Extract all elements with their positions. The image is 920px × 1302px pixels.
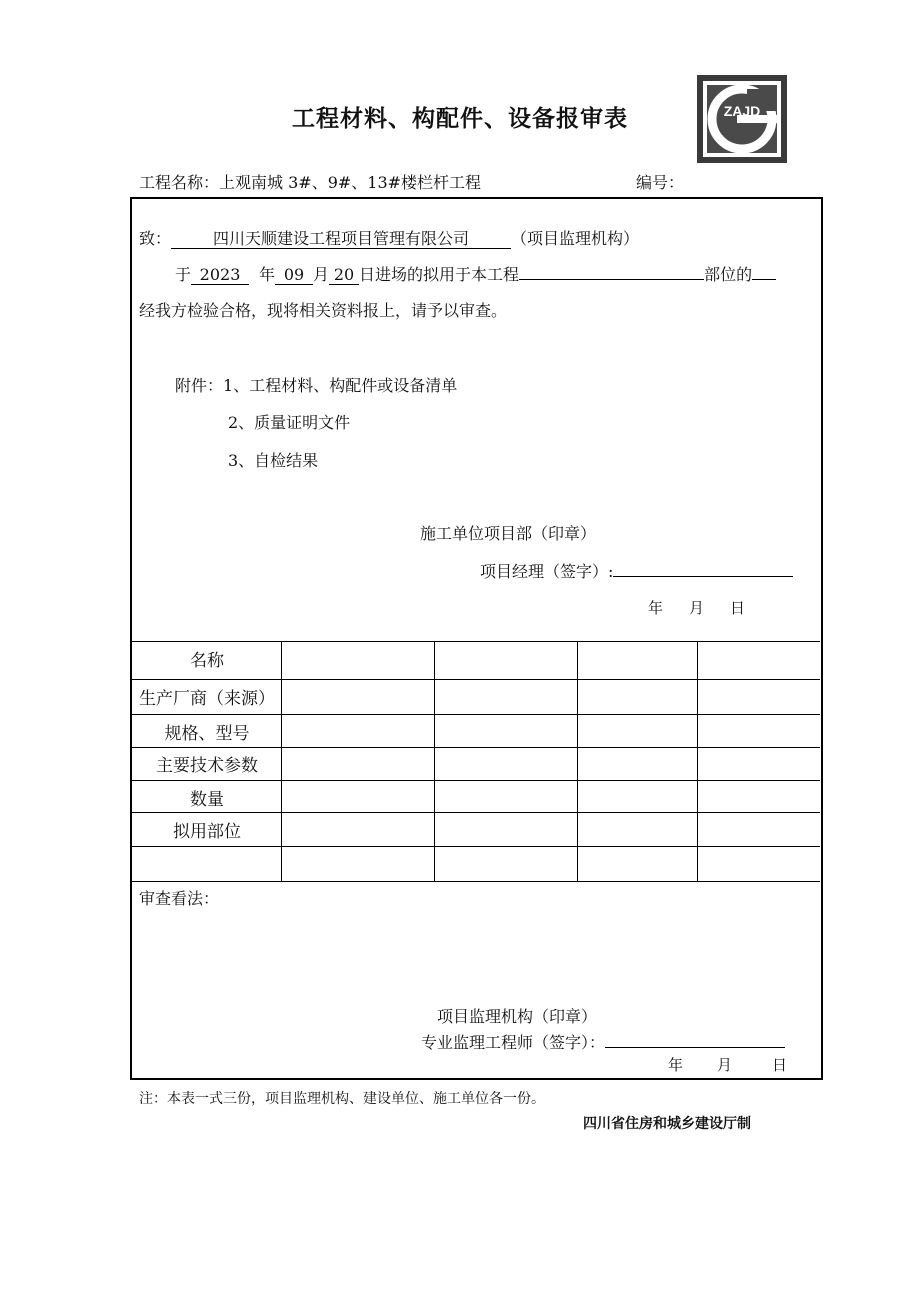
engineer-signature-line	[421, 1030, 785, 1053]
contractor-seal-label: 施工单位项目部（印章）	[420, 524, 597, 543]
day-label: 日进场的拟用于本工程	[359, 265, 520, 284]
review-month-label: 月	[717, 1056, 733, 1074]
engineer-label: 专业监理工程师（签字）：	[421, 1033, 606, 1052]
contractor-month-label: 月	[689, 599, 705, 617]
table-row-label-spec: 规格、型号	[164, 724, 250, 744]
year-field[interactable]: 2023	[191, 266, 249, 285]
attachment-item-2: 2、质量证明文件	[228, 413, 351, 432]
date-prefix: 于	[175, 265, 192, 284]
to-label: 致：	[139, 229, 172, 248]
review-year-label: 年	[668, 1056, 684, 1074]
month-field[interactable]: 09	[275, 266, 313, 285]
table-row-label-manufacturer: 生产厂商（来源）	[139, 689, 275, 709]
table-row-label-location: 拟用部位	[173, 822, 241, 842]
year-label: 年	[259, 265, 276, 284]
logo-text: ZAJD	[723, 103, 761, 119]
project-name: 上观南城 3#、9#、13#楼栏杆工程	[219, 173, 482, 192]
attachments-label: 附件：	[175, 376, 224, 395]
manager-signature-field[interactable]	[613, 576, 793, 577]
date-line	[175, 262, 776, 285]
table-row-label-name: 名称	[190, 651, 224, 671]
part-label: 部位的	[704, 265, 753, 284]
contractor-day-label: 日	[730, 599, 746, 617]
contractor-year-label: 年	[648, 599, 664, 617]
form-frame	[130, 197, 823, 1080]
footer-maker: 四川省住房和城乡建设厅制	[583, 1116, 751, 1132]
table-row-label-parameters: 主要技术参数	[156, 756, 258, 776]
to-line	[139, 226, 639, 249]
attachments-line-1	[175, 373, 457, 396]
engineer-signature-field[interactable]	[605, 1047, 785, 1048]
supervisor-seal-label: 项目监理机构（印章）	[437, 1007, 598, 1026]
month-label: 月	[313, 265, 330, 284]
table-row-label-quantity: 数量	[190, 790, 224, 810]
part-field[interactable]	[519, 279, 704, 280]
day-field[interactable]: 20	[329, 266, 359, 285]
recipient-suffix: （项目监理机构）	[511, 229, 640, 248]
zajd-logo	[697, 75, 787, 163]
body-line-2: 经我方检验合格，现将相关资料报上，请予以审查。	[139, 301, 508, 320]
review-day-label: 日	[772, 1056, 788, 1074]
form-title: 工程材料、构配件、设备报审表	[292, 106, 628, 132]
manager-signature-line	[480, 559, 793, 582]
project-name-line	[139, 170, 481, 193]
part-suffix-field[interactable]	[752, 279, 776, 280]
recipient-field[interactable]: 四川天顺建设工程项目管理有限公司	[171, 230, 511, 249]
attachment-item-1: 1、工程材料、构配件或设备清单	[223, 376, 458, 395]
project-label: 工程名称：	[139, 173, 220, 192]
manager-label: 项目经理（签字）:	[480, 562, 614, 581]
review-label: 审查看法：	[139, 889, 220, 908]
attachment-item-3: 3、自检结果	[228, 451, 319, 470]
footer-note: 注：本表一式三份，项目监理机构、建设单位、施工单位各一份。	[139, 1091, 545, 1107]
number-label: 编号：	[636, 173, 685, 192]
